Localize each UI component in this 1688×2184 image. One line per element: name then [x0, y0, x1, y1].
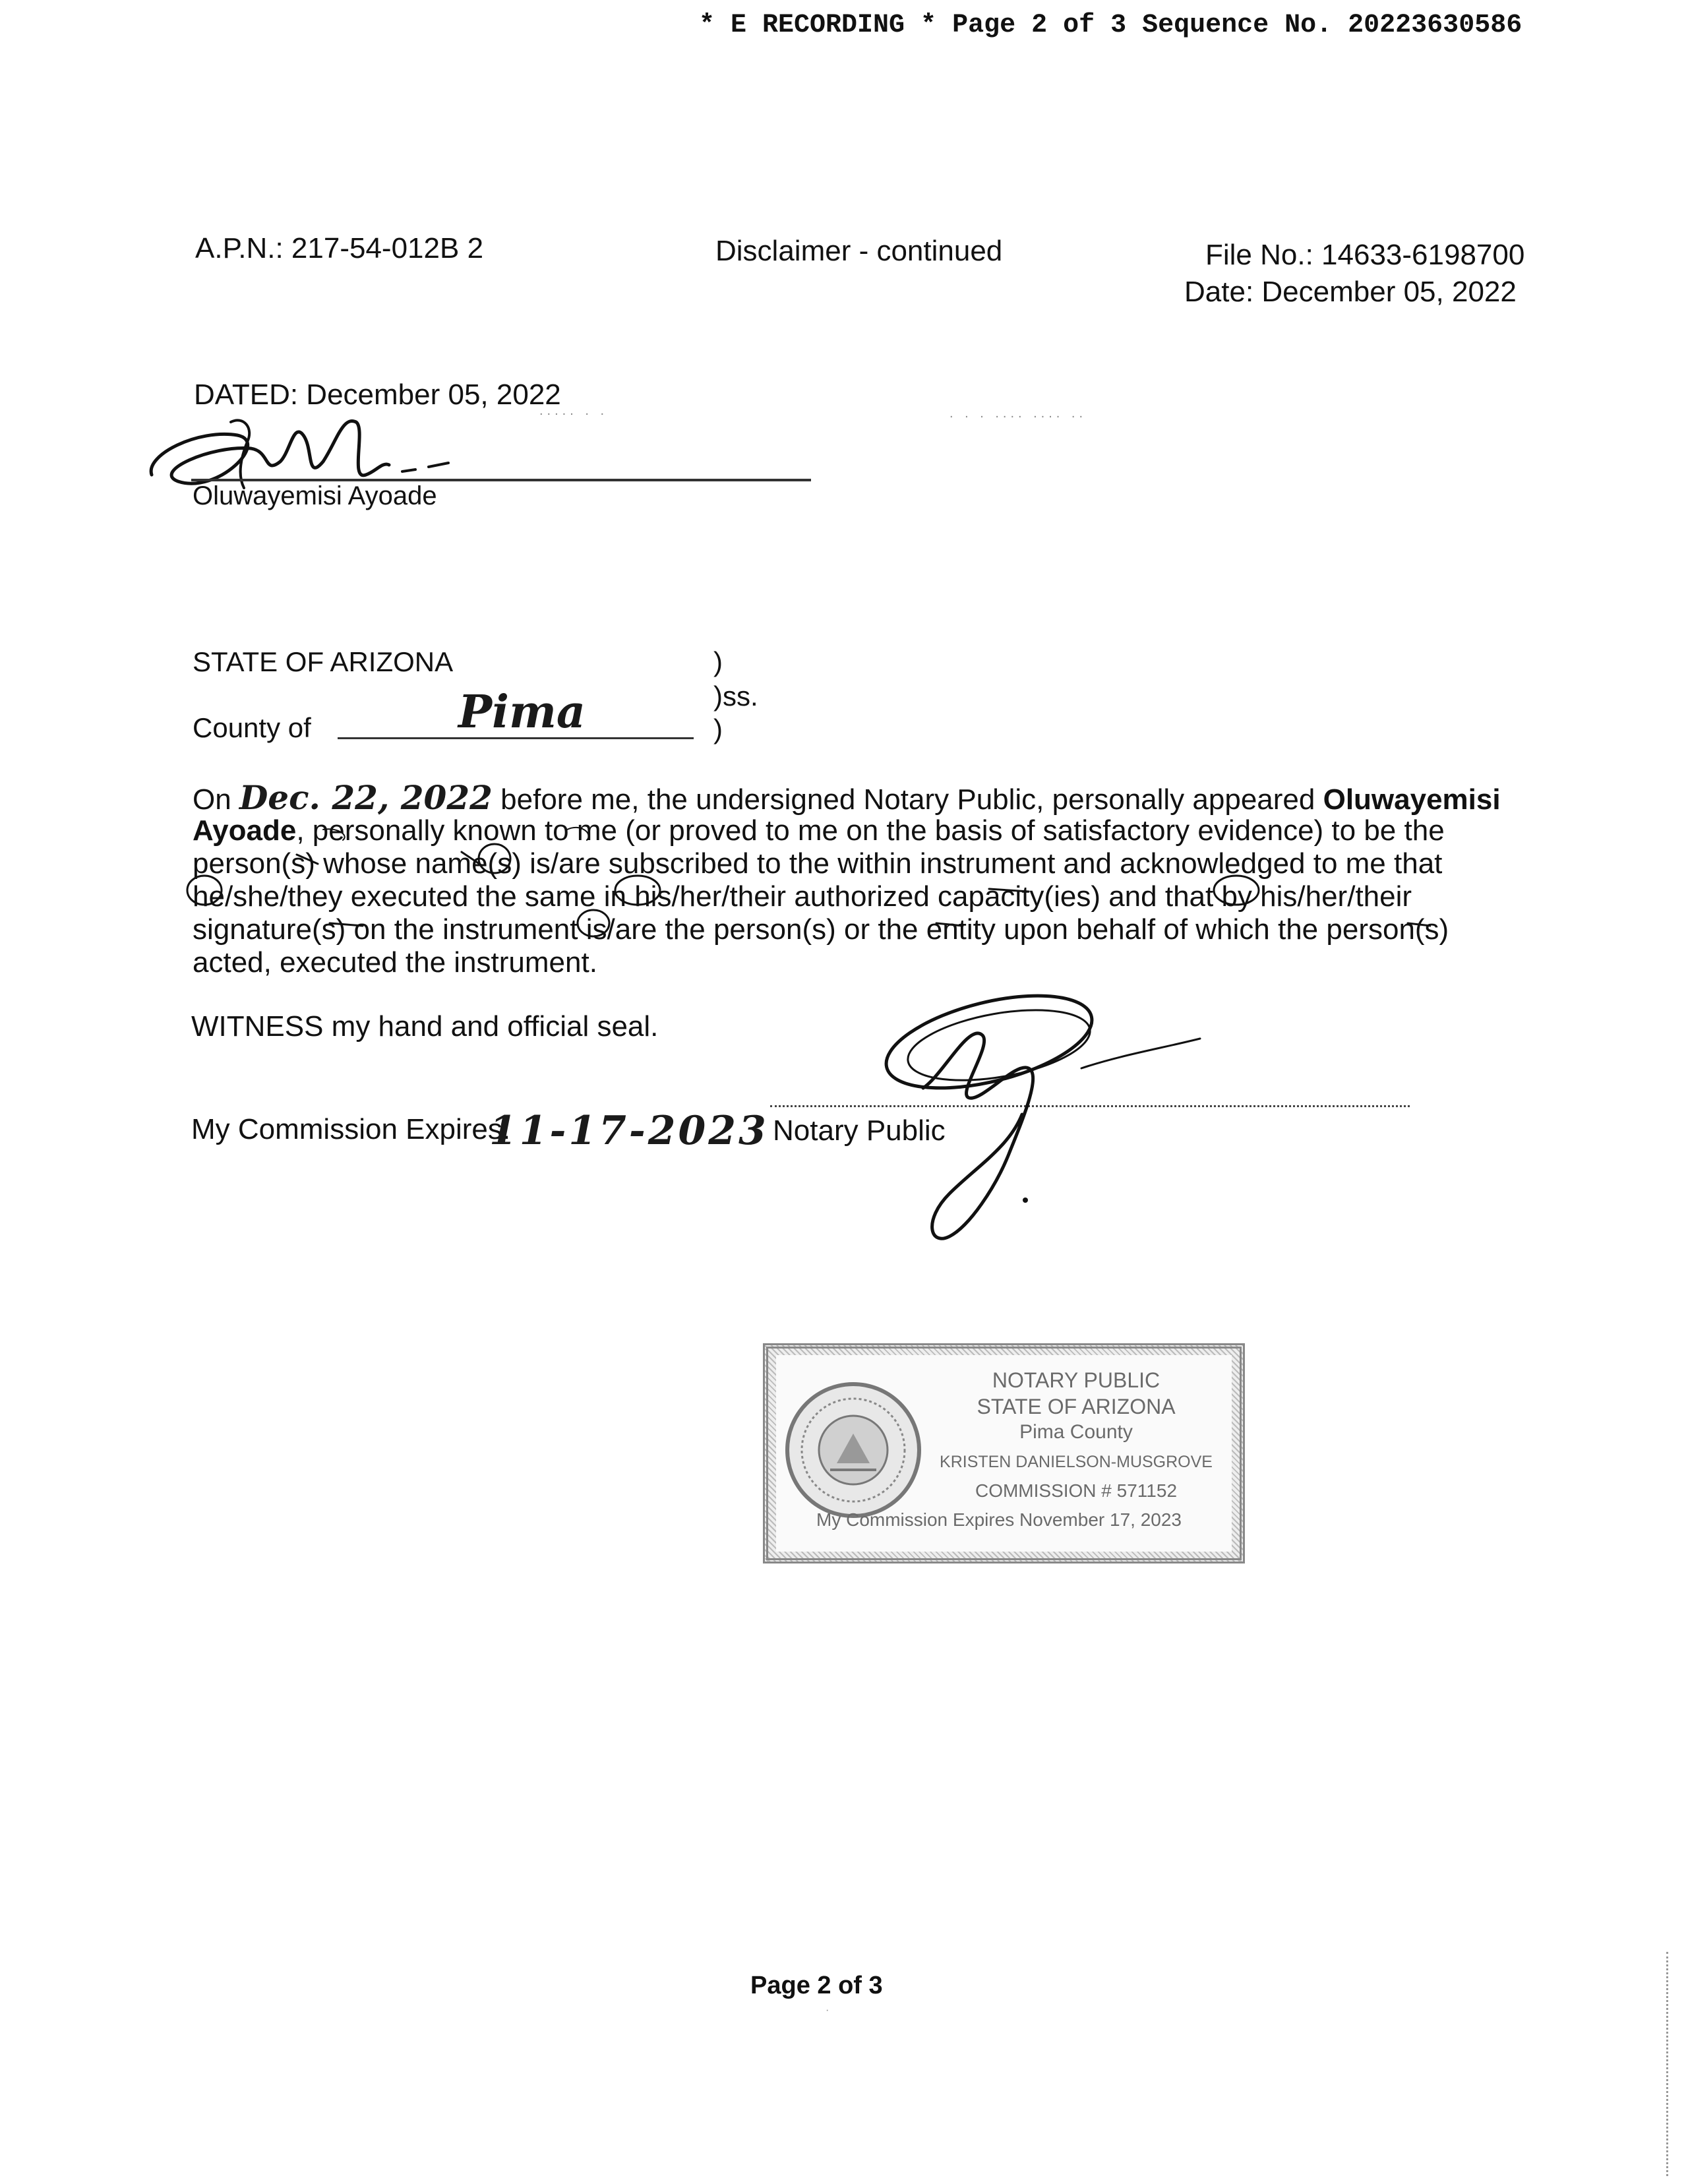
- notary-stamp: [763, 1343, 1245, 1563]
- witness-text: WITNESS my hand and official seal.: [191, 1010, 659, 1043]
- ack-line-1: [193, 778, 1501, 817]
- county-label: County of: [193, 712, 311, 743]
- ack-line-6: acted, executed the instrument.: [193, 946, 597, 979]
- stamp-line-6: My Commission Expires November 17, 2023: [816, 1509, 1182, 1530]
- ack-text: , personally known to me (or proved to me on the basis of satisfactory evidence) to be the: [296, 814, 1445, 847]
- stamp-line-5: COMMISSION # 571152: [975, 1480, 1178, 1501]
- ack-line-4: he/she/they executed the same in his/her/their authorized capacity(ies) and that by his/her/their: [193, 880, 1412, 913]
- county-handwritten: Pima: [458, 686, 586, 739]
- stamp-line-3: Pima County: [1019, 1421, 1133, 1443]
- ack-line-3: person(s) whose name(s) is/are subscribed to the within instrument and acknowledged to me that: [193, 847, 1443, 880]
- page-number: Page 2 of 3: [750, 1972, 883, 1999]
- ack-name-bold: Ayoade: [193, 814, 297, 847]
- state-label: STATE OF ARIZONA: [193, 646, 454, 677]
- notary-label: Notary Public: [773, 1114, 946, 1147]
- ack-name-bold: Oluwayemisi: [1323, 783, 1501, 816]
- ack-text: before me, the undersigned Notary Public, personally appeared: [500, 783, 1315, 816]
- ack-line-5: signature(s) on the instrument is/are the person(s) or the entity upon behalf of which the person(s): [193, 913, 1449, 946]
- venue-paren: ): [713, 713, 723, 744]
- stamp-line-1: NOTARY PUBLIC: [992, 1368, 1160, 1392]
- ack-on: On: [193, 783, 231, 816]
- section-title: Disclaimer - continued: [715, 235, 1003, 267]
- apn: A.P.N.: 217-54-012B 2: [195, 232, 484, 264]
- scan-edge-dots: [1666, 1952, 1668, 2176]
- commission-label: My Commission Expires:: [191, 1113, 511, 1145]
- document-date: Date: December 05, 2022: [1184, 276, 1517, 308]
- dated-line: DATED: December 05, 2022: [194, 379, 561, 411]
- scan-dots: . . . .... .... ..: [950, 406, 1087, 421]
- stamp-line-4: KRISTEN DANIELSON-MUSGROVE: [940, 1453, 1213, 1471]
- signer-name: Oluwayemisi Ayoade: [193, 481, 437, 510]
- stamp-line-2: STATE OF ARIZONA: [977, 1395, 1176, 1418]
- notary-signature: [884, 983, 1292, 1259]
- venue-ss: )ss.: [713, 681, 758, 712]
- commission-handwritten: 11-17-2023: [489, 1108, 769, 1154]
- pronoun-markup: [178, 818, 1431, 969]
- scan-dots: ..... . .: [539, 404, 609, 418]
- file-number: File No.: 14633-6198700: [1205, 239, 1525, 271]
- scan-dots: ·: [826, 2005, 829, 2016]
- venue-paren: ): [713, 646, 723, 677]
- ack-date-handwritten: Dec. 22, 2022: [239, 778, 493, 817]
- recording-header: * E RECORDING * Page 2 of 3 Sequence No. 20223630586: [699, 11, 1522, 40]
